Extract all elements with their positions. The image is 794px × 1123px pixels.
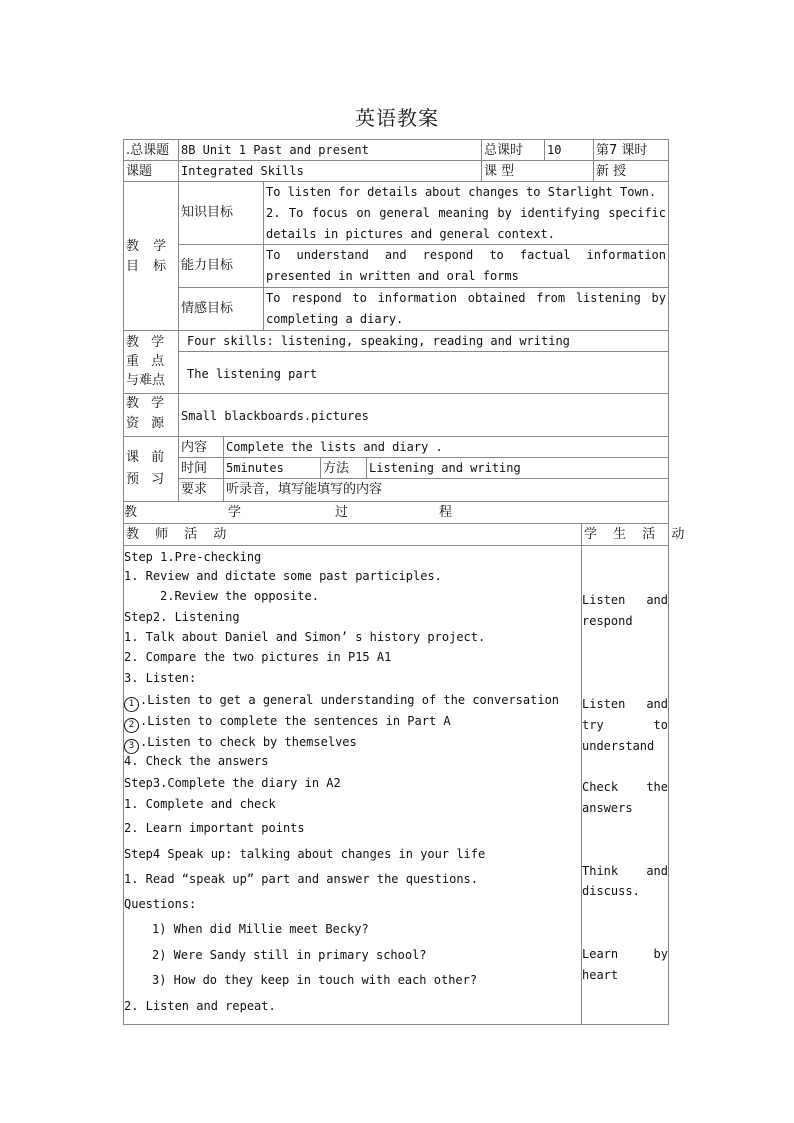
- process-header-char: 教: [124, 505, 138, 520]
- teacher-line: 2. Listen and repeat.: [124, 999, 276, 1013]
- student-line: discuss.: [582, 884, 640, 898]
- circled-number: 3: [124, 739, 139, 754]
- teacher-line: Step2. Listening: [124, 610, 240, 624]
- ability-line: presented in written and oral forms: [266, 269, 519, 283]
- process-header: [123, 501, 669, 524]
- teacher-line: .Listen to complete the sentences in Part A: [140, 714, 451, 728]
- ability-goal-label: 能力目标: [178, 244, 264, 288]
- teacher-line-circled: [124, 734, 357, 754]
- teacher-line: 2.Review the opposite.: [160, 589, 319, 603]
- total-hours-value: 10: [544, 139, 594, 161]
- process-header-char: 过: [335, 505, 349, 520]
- ability-line: To understand and respond to factual information: [266, 248, 666, 262]
- process-header-char: 程: [439, 505, 453, 520]
- total-hours-label: 总课时: [481, 139, 545, 161]
- preview-content-label: 内容: [178, 436, 224, 458]
- teacher-line: 1. Complete and check: [124, 797, 276, 811]
- page-title: 英语教案: [355, 106, 439, 130]
- teacher-line: Step4 Speak up: talking about changes in your life: [124, 847, 486, 861]
- teacher-line: 3) How do they keep in touch with each other?: [152, 973, 478, 987]
- student-line: respond: [582, 614, 633, 628]
- teacher-line: Step3.Complete the diary in A2: [124, 776, 341, 790]
- knowledge-line: 2. To focus on general meaning by identifying specific: [266, 206, 666, 220]
- teacher-line: 1. Read “speak up” part and answer the questions.: [124, 872, 479, 886]
- key-point: Four skills: listening, speaking, reading and writing: [178, 330, 669, 352]
- student-line: Listen and: [582, 697, 668, 711]
- lesson-label: 课题: [123, 160, 179, 182]
- teacher-line: 3. Listen:: [124, 671, 197, 685]
- preview-time-value: 5minutes: [223, 457, 321, 479]
- lesson-number: 第7 课时: [593, 139, 669, 161]
- teacher-line: 2) Were Sandy still in primary school?: [152, 948, 427, 962]
- teacher-line: Questions:: [124, 897, 197, 911]
- preview-require-label: 要求: [178, 478, 224, 502]
- teacher-line: .Listen to check by themselves: [140, 735, 357, 749]
- difficult-point: The listening part: [178, 351, 669, 394]
- teacher-line-circled: [124, 713, 451, 733]
- teacher-line: 1) When did Millie meet Becky?: [152, 922, 369, 936]
- knowledge-line: To listen for details about changes to Starlight Town.: [266, 185, 657, 199]
- circled-number: 1: [124, 697, 139, 712]
- resources-label: 教 学 资 源: [123, 393, 179, 437]
- process-header-char: 学: [228, 505, 242, 520]
- preview-time-label: 时间: [178, 457, 224, 479]
- emotion-line: To respond to information obtained from listening by: [266, 291, 666, 305]
- goals-label: 教 学 目 标: [123, 181, 179, 331]
- focus-label-a: 教 学 重 点: [126, 335, 169, 369]
- teacher-line: Step 1.Pre-checking: [124, 550, 262, 564]
- student-line: Listen and: [582, 593, 668, 607]
- total-topic-label: .总课题: [123, 139, 179, 161]
- emotion-line: completing a diary.: [266, 312, 404, 326]
- lesson-type-value: 新 授: [593, 160, 669, 182]
- teacher-line: 1. Review and dictate some past participles.: [124, 569, 442, 583]
- resources-value: Small blackboards.pictures: [178, 393, 669, 437]
- student-line: understand: [582, 739, 655, 753]
- teacher-line: 2. Learn important points: [124, 821, 305, 835]
- total-topic-value: 8B Unit 1 Past and present: [178, 139, 482, 161]
- teacher-line-circled: [124, 692, 559, 712]
- teacher-line: .Listen to get a general understanding of the conversation: [140, 693, 560, 707]
- focus-label: [123, 330, 179, 394]
- teacher-activity-header: 教 师 活 动: [123, 523, 582, 546]
- emotion-goal-label: 情感目标: [178, 287, 264, 331]
- teacher-line: 2. Compare the two pictures in P15 A1: [124, 650, 392, 664]
- teacher-line: 1. Talk about Daniel and Simon’ s history project.: [124, 630, 486, 644]
- student-line: try to: [582, 718, 668, 732]
- preview-label: 课 前 预 习: [123, 436, 179, 502]
- preview-method-value: Listening and writing: [366, 457, 669, 479]
- ability-goal-text: [263, 244, 669, 288]
- knowledge-line: details in pictures and general context.: [266, 227, 555, 241]
- student-line: answers: [582, 801, 633, 815]
- preview-require-value: 听录音，填写能填写的内容: [223, 478, 669, 502]
- lesson-type-label: 课 型: [481, 160, 594, 182]
- student-line: Learn by: [582, 947, 668, 961]
- knowledge-goal-label: 知识目标: [178, 181, 264, 245]
- knowledge-goal-text: [263, 181, 669, 245]
- student-line: Think and: [582, 864, 668, 878]
- circled-number: 2: [124, 718, 139, 733]
- preview-method-label: 方法: [320, 457, 367, 479]
- emotion-goal-text: [263, 287, 669, 331]
- student-line: Check the: [582, 780, 668, 794]
- teacher-line: 4. Check the answers: [124, 754, 269, 768]
- student-line: heart: [582, 968, 619, 982]
- focus-label-b: 与难点: [126, 373, 166, 388]
- lesson-value: Integrated Skills: [178, 160, 482, 182]
- student-activity-header: 学 生 活 动: [581, 523, 669, 546]
- preview-content-value: Complete the lists and diary .: [223, 436, 669, 458]
